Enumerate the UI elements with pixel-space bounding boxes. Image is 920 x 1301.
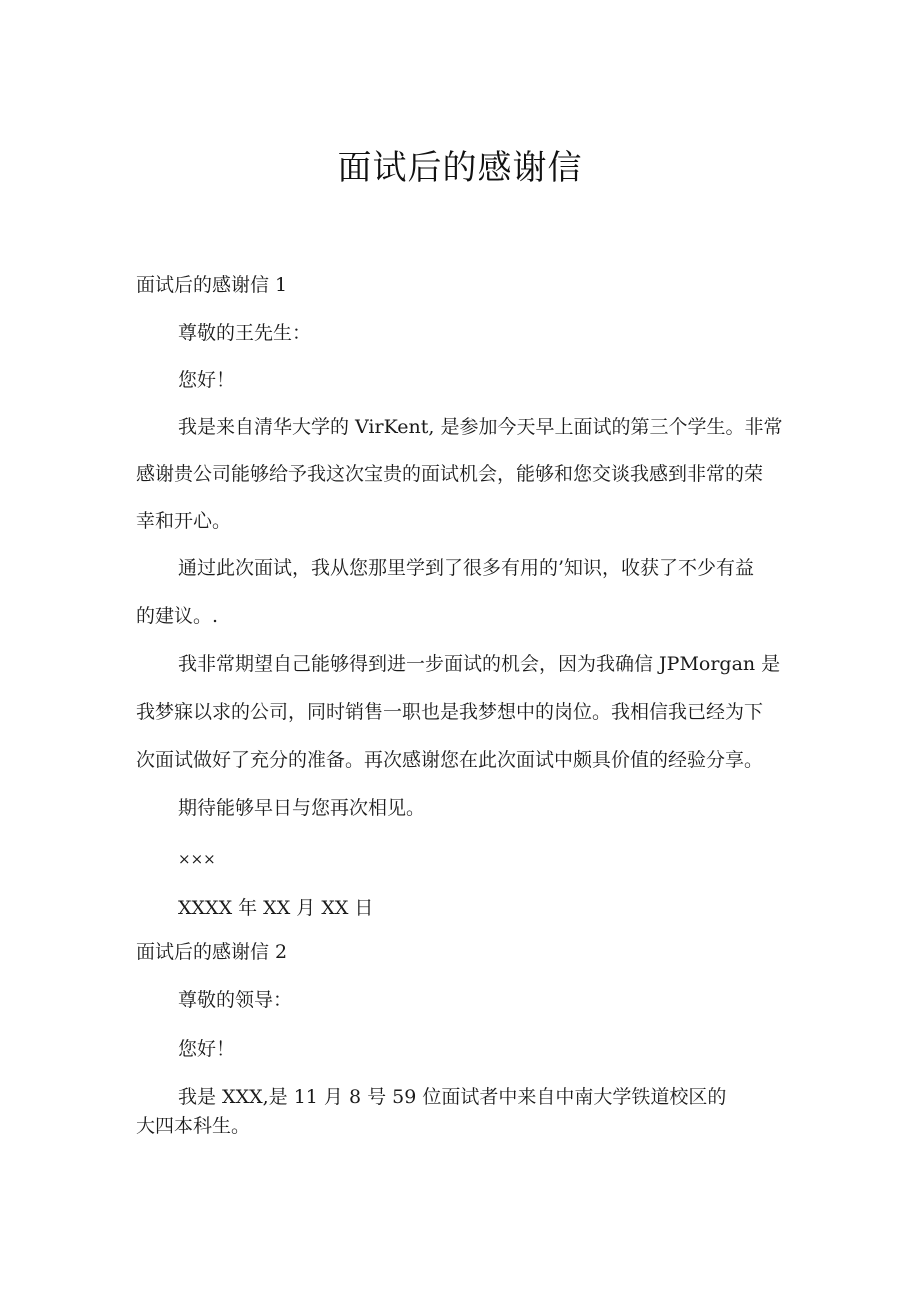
letter1-salutation: 尊敬的王先生： [178,322,312,344]
letter2-heading: 面试后的感谢信 2 [136,941,288,963]
letter1-p3-line3: 次面试做好了充分的准备。再次感谢您在此次面试中颇具价值的经验分享。 [136,749,764,771]
letter1-p1-line1: 我是来自清华大学的 VirKent, 是参加今天早上面试的第三个学生。非常 [178,416,783,438]
letter1-p3-line2: 我梦寐以求的公司，同时销售一职也是我梦想中的岗位。我相信我已经为下 [136,701,764,723]
letter1-greeting: 您好！ [178,369,236,391]
letter1-p1-line2: 感谢贵公司能够给予我这次宝贵的面试机会，能够和您交谈我感到非常的荣 [136,463,764,485]
document-title: 面试后的感谢信 [337,148,583,188]
letter1-p1-line3: 幸和开心。 [136,510,232,532]
letter1-date: XXXX 年 XX 月 XX 日 [178,897,374,919]
letter1-closing: 期待能够早日与您再次相见。 [178,797,426,819]
letter2-p1-line2: 大四本科生。 [136,1115,251,1137]
letter2-p1-line1: 我是 XXX,是 11 月 8 号 59 位面试者中来自中南大学铁道校区的 [178,1086,727,1108]
letter1-heading: 面试后的感谢信 1 [136,274,288,296]
letter2-salutation: 尊敬的领导： [178,989,293,1011]
letter1-signature: ××× [178,850,216,868]
letter2-greeting: 您好！ [178,1038,236,1060]
letter1-p2-line1: 通过此次面试，我从您那里学到了很多有用的’知识，收获了不少有益 [178,557,755,579]
letter1-p3-line1: 我非常期望自己能够得到进一步面试的机会，因为我确信 JPMorgan 是 [178,653,781,675]
letter1-p2-line2: 的建议。. [136,605,219,627]
